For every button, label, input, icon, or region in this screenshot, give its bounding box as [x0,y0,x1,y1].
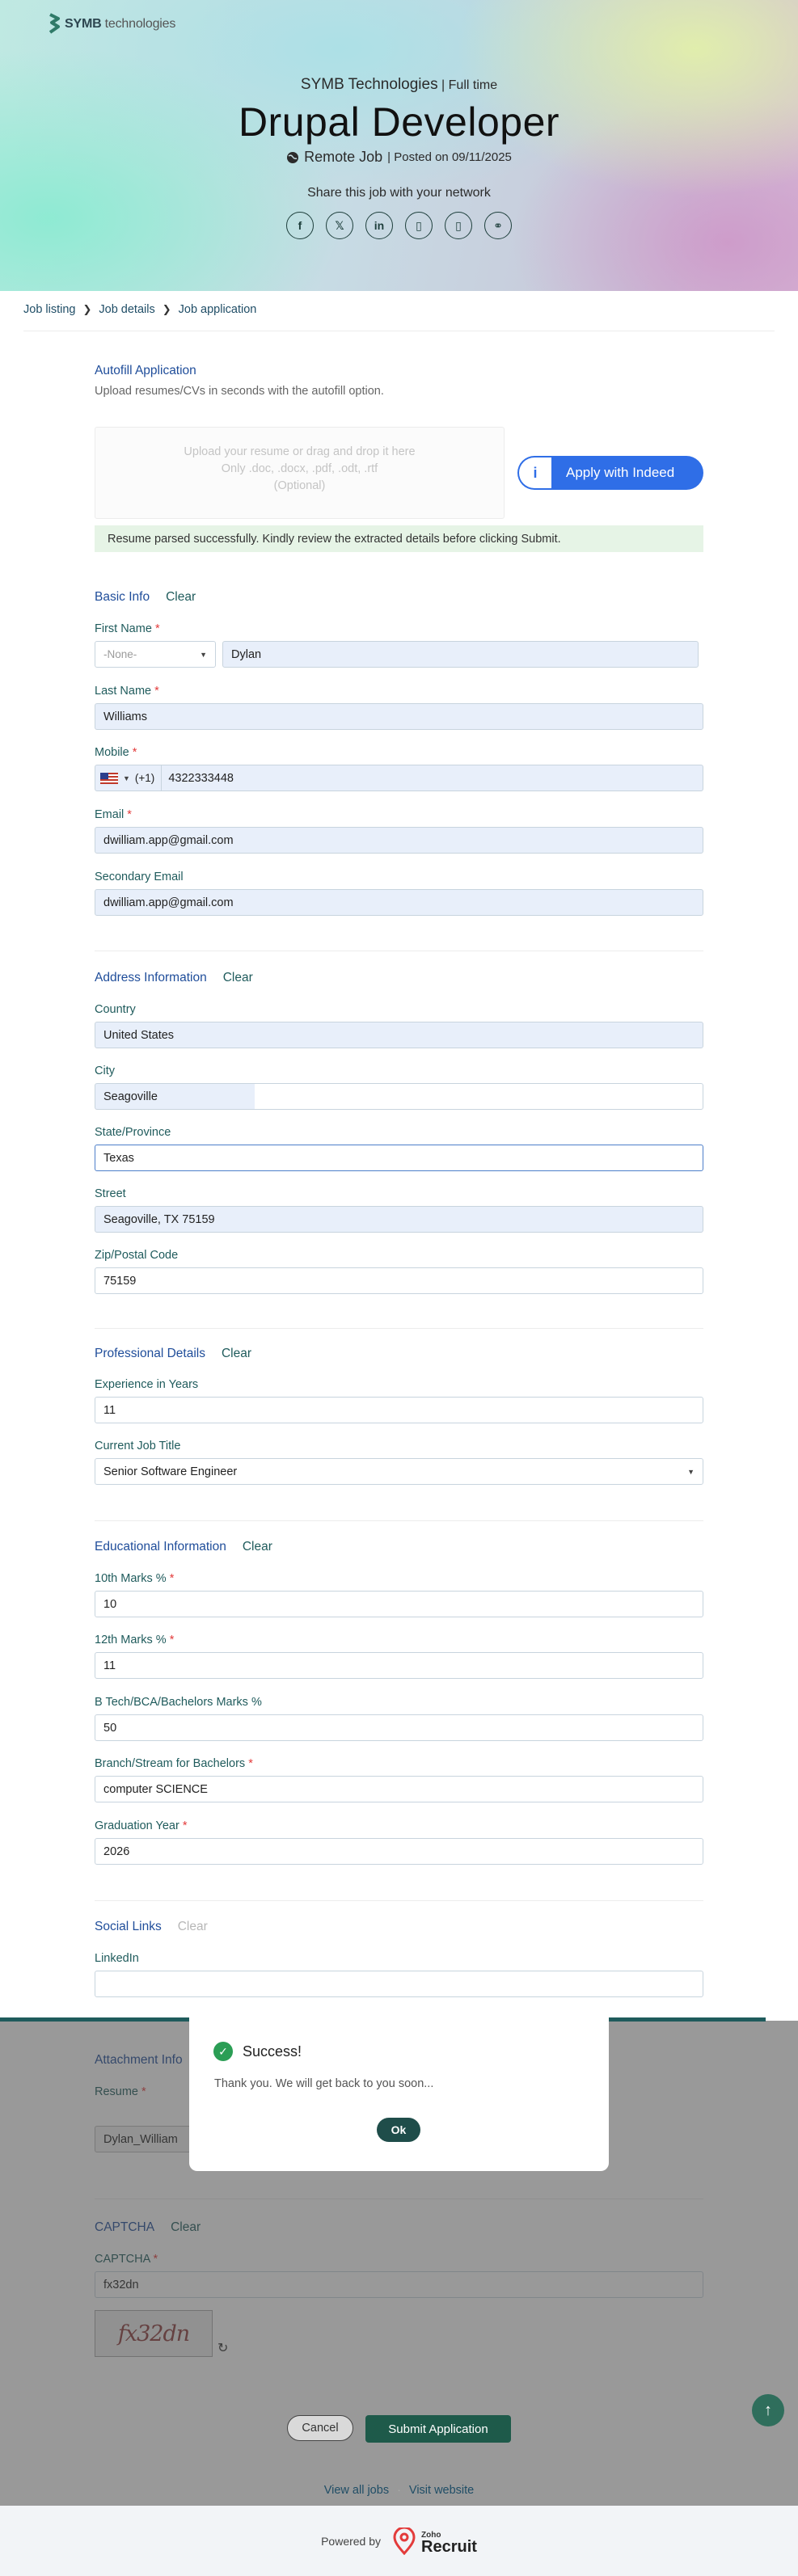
twelfth-marks-label: 12th Marks % * [95,1634,175,1646]
email-input[interactable]: dwilliam.app@gmail.com [95,827,703,854]
street-label: Street [95,1187,126,1200]
resume-parsed-message: Resume parsed successfully. Kindly review the extracted details before clicking Submit. [95,525,703,552]
success-check-icon: ✓ [213,2042,233,2061]
job-title-label: Current Job Title [95,1440,181,1452]
company-logo[interactable] [47,13,175,36]
country-input[interactable]: United States [95,1022,703,1048]
linkedin-input[interactable] [95,1971,703,1997]
graduation-year-label: Graduation Year * [95,1819,188,1832]
current-job-title-select[interactable]: Senior Software Engineer ▼ [95,1458,703,1485]
view-all-jobs-link[interactable]: View all jobs [323,2484,390,2497]
link-icon[interactable]: ⚭ [484,212,512,239]
city-input[interactable]: Seagoville [95,1083,703,1110]
cancel-button[interactable]: Cancel [287,2415,353,2441]
first-name-label: First Name * [95,622,160,635]
caret-down-icon: ▼ [687,1467,695,1476]
mobile-label: Mobile * [95,746,137,759]
first-name-input[interactable]: Dylan [222,641,699,668]
whatsapp-icon[interactable]: ▯ [405,212,433,239]
job-header-banner [0,0,798,291]
autofill-subtitle: Upload resumes/CVs in seconds with the autofill option. [95,385,384,398]
symb-logo-icon [47,13,61,36]
graduation-year-input[interactable]: 2026 [95,1838,703,1865]
state-input[interactable]: Texas [95,1145,703,1171]
visit-website-link[interactable]: Visit website [408,2484,475,2497]
twelfth-marks-input[interactable]: 11 [95,1652,703,1679]
country-code-select[interactable]: ▼ (+1) [100,765,162,791]
job-location: Remote Job [304,149,383,165]
education-clear-link[interactable]: Clear [242,1540,272,1554]
address-clear-link[interactable]: Clear [222,971,253,984]
company-logo-text: SYMB technologies [65,17,176,31]
linkedin-icon[interactable]: in [365,212,393,239]
mobile-input[interactable]: 4322333448 [168,771,234,785]
chevron-right-icon: ❯ [82,303,92,315]
facebook-icon[interactable]: f [286,212,314,239]
autofill-title: Autofill Application [95,364,196,377]
zoho-recruit-logo[interactable]: Zoho Recruit [392,2528,477,2555]
social-links-title: Social Links Clear [95,1920,208,1933]
zip-input[interactable]: 75159 [95,1267,703,1294]
city-label: City [95,1065,115,1077]
tenth-marks-label: 10th Marks % * [95,1572,175,1585]
branch-label: Branch/Stream for Bachelors * [95,1757,253,1770]
arrow-up-icon: ↑ [764,2401,772,2419]
resume-upload-dropzone[interactable]: Upload your resume or drag and drop it here Only .doc, .docx, .pdf, .odt, .rtf (Optional) [95,427,505,519]
branch-input[interactable]: computer SCIENCE [95,1776,703,1802]
job-meta [0,149,798,166]
secondary-email-label: Secondary Email [95,871,184,883]
x-icon[interactable]: 𝕏 [326,212,353,239]
state-label: State/Province [95,1126,171,1139]
job-type: Full time [448,78,498,92]
divider [95,1520,703,1521]
success-dialog [189,2000,609,2171]
footer-links: View all jobs · Visit website [323,2484,475,2497]
email-label: Email * [95,808,132,821]
us-flag-icon [100,773,118,784]
basic-info-title: Basic Info Clear [95,590,196,604]
basic-info-clear-link[interactable]: Clear [166,590,196,604]
share-buttons [0,212,798,239]
education-title: Educational Information Clear [95,1540,272,1554]
ok-button[interactable]: Ok [377,2118,420,2142]
street-input[interactable]: Seagoville, TX 75159 [95,1206,703,1233]
zip-label: Zip/Postal Code [95,1249,179,1262]
breadcrumb [23,303,256,316]
share-label: Share this job with your network [307,186,491,200]
company-name: SYMB Technologies [300,76,438,93]
last-name-input[interactable]: Williams [95,703,703,730]
job-company-line: SYMB Technologies | Full time [300,76,498,93]
breadcrumb-job-listing[interactable]: Job listing [23,303,76,316]
success-dialog-message: Thank you. We will get back to you soon... [214,2077,434,2090]
powered-by-label: Powered by [321,2534,382,2548]
job-posted-date: | Posted on 09/11/2025 [387,150,512,164]
mobile-field[interactable] [95,765,703,791]
globe-icon [286,151,299,164]
chevron-right-icon: ❯ [162,303,171,315]
last-name-label: Last Name * [95,685,159,698]
professional-title: Professional Details Clear [95,1347,252,1360]
footer [0,2506,798,2576]
bachelors-marks-input[interactable]: 50 [95,1714,703,1741]
apply-with-indeed-button[interactable]: i Apply with Indeed [517,456,703,490]
salutation-select[interactable]: -None- ▼ [95,641,216,668]
divider [95,1328,703,1329]
indeed-icon: i [519,457,551,488]
caret-down-icon: ▼ [123,774,130,782]
tenth-marks-input[interactable]: 10 [95,1591,703,1617]
country-label: Country [95,1003,136,1016]
linkedin-label: LinkedIn [95,1952,139,1965]
bachelors-marks-label: B Tech/BCA/Bachelors Marks % [95,1696,262,1709]
caret-down-icon: ▼ [200,650,207,659]
form-actions [0,2415,798,2443]
divider [95,1900,703,1901]
address-title: Address Information Clear [95,971,253,984]
breadcrumb-job-details[interactable]: Job details [99,303,155,316]
success-dialog-title: Success! [243,2043,302,2060]
secondary-email-input[interactable]: dwilliam.app@gmail.com [95,889,703,916]
zoho-recruit-pin-icon [392,2528,416,2555]
social-links-clear-link[interactable]: Clear [177,1920,208,1933]
experience-label: Experience in Years [95,1378,199,1391]
professional-clear-link[interactable]: Clear [221,1347,252,1360]
mobile-icon[interactable]: ▯ [445,212,472,239]
submit-application-button[interactable]: Submit Application [365,2415,511,2443]
breadcrumb-job-application: Job application [178,303,257,316]
job-title: Drupal Developer [238,99,560,145]
experience-input[interactable]: 11 [95,1397,703,1423]
